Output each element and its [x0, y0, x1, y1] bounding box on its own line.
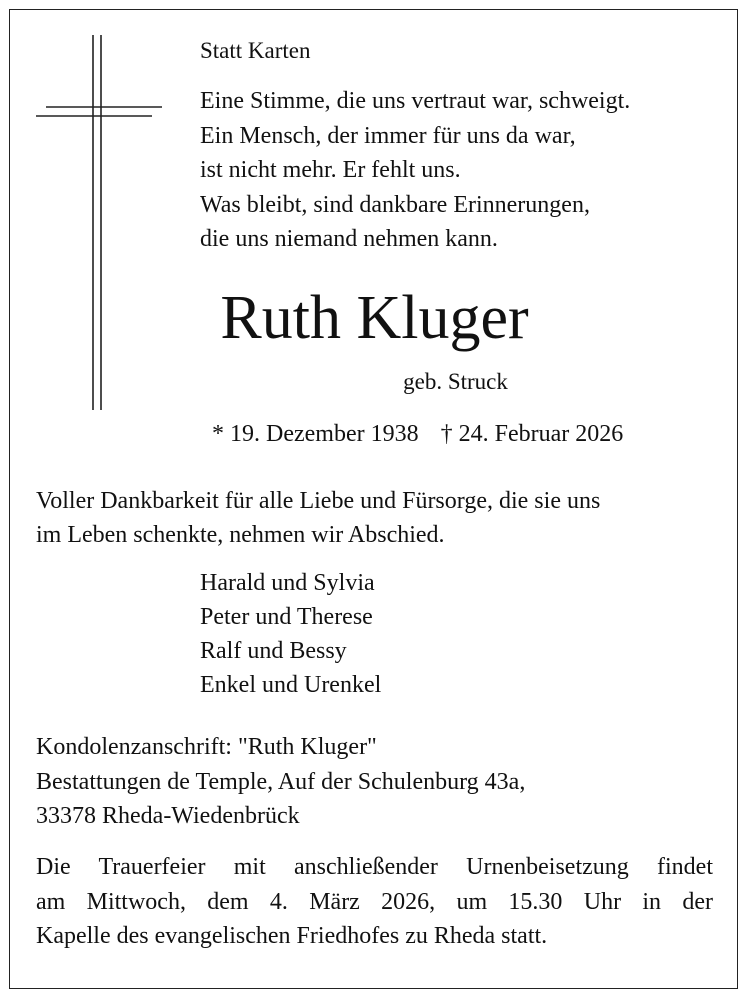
family-list — [200, 566, 381, 702]
thanks-text — [36, 484, 600, 552]
life-dates — [212, 418, 623, 450]
poem — [200, 84, 630, 257]
family-member: Enkel und Urenkel — [200, 672, 382, 698]
family-member: Harald und Sylvia — [200, 570, 375, 596]
thanks-line: im Leben schenkte, nehmen wir Abschied. — [36, 522, 445, 548]
condolence-address — [36, 730, 525, 834]
birth-name: geb. Struck — [403, 369, 508, 394]
ceremony-line: am Mittwoch, dem 4. März 2026, um 15.30 Uhr in der — [36, 888, 713, 915]
ceremony-info — [36, 850, 713, 954]
family-member: Ralf und Bessy — [200, 638, 347, 664]
poem-line: Ein Mensch, der immer für uns da war, — [200, 122, 576, 149]
address-line: Bestattungen de Temple, Auf der Schulenburg 43a, — [36, 768, 526, 795]
poem-line: Was bleibt, sind dankbare Erinnerungen, — [200, 191, 590, 218]
poem-line: die uns niemand nehmen kann. — [200, 226, 498, 252]
poem-line: Eine Stimme, die uns vertraut war, schweigt. — [200, 88, 631, 114]
address-line: Kondolenzanschrift: "Ruth Kluger" — [36, 734, 377, 760]
deceased-name: Ruth Kluger — [220, 284, 529, 352]
birth-date: * 19. Dezember 1938 — [212, 421, 419, 447]
death-date: † 24. Februar 2026 — [440, 421, 624, 447]
ceremony-line: Kapelle des evangelischen Friedhofes zu Rheda statt. — [36, 923, 548, 949]
address-line: 33378 Rheda-Wiedenbrück — [36, 803, 300, 829]
thanks-line: Voller Dankbarkeit für alle Liebe und Fürsorge, die sie uns — [36, 488, 601, 514]
family-member: Peter und Therese — [200, 604, 373, 630]
poem-line: ist nicht mehr. Er fehlt uns. — [200, 157, 461, 183]
intro-text: Statt Karten — [200, 38, 311, 63]
ceremony-line: Die Trauerfeier mit anschließender Urnenbeisetzung findet — [36, 854, 713, 880]
